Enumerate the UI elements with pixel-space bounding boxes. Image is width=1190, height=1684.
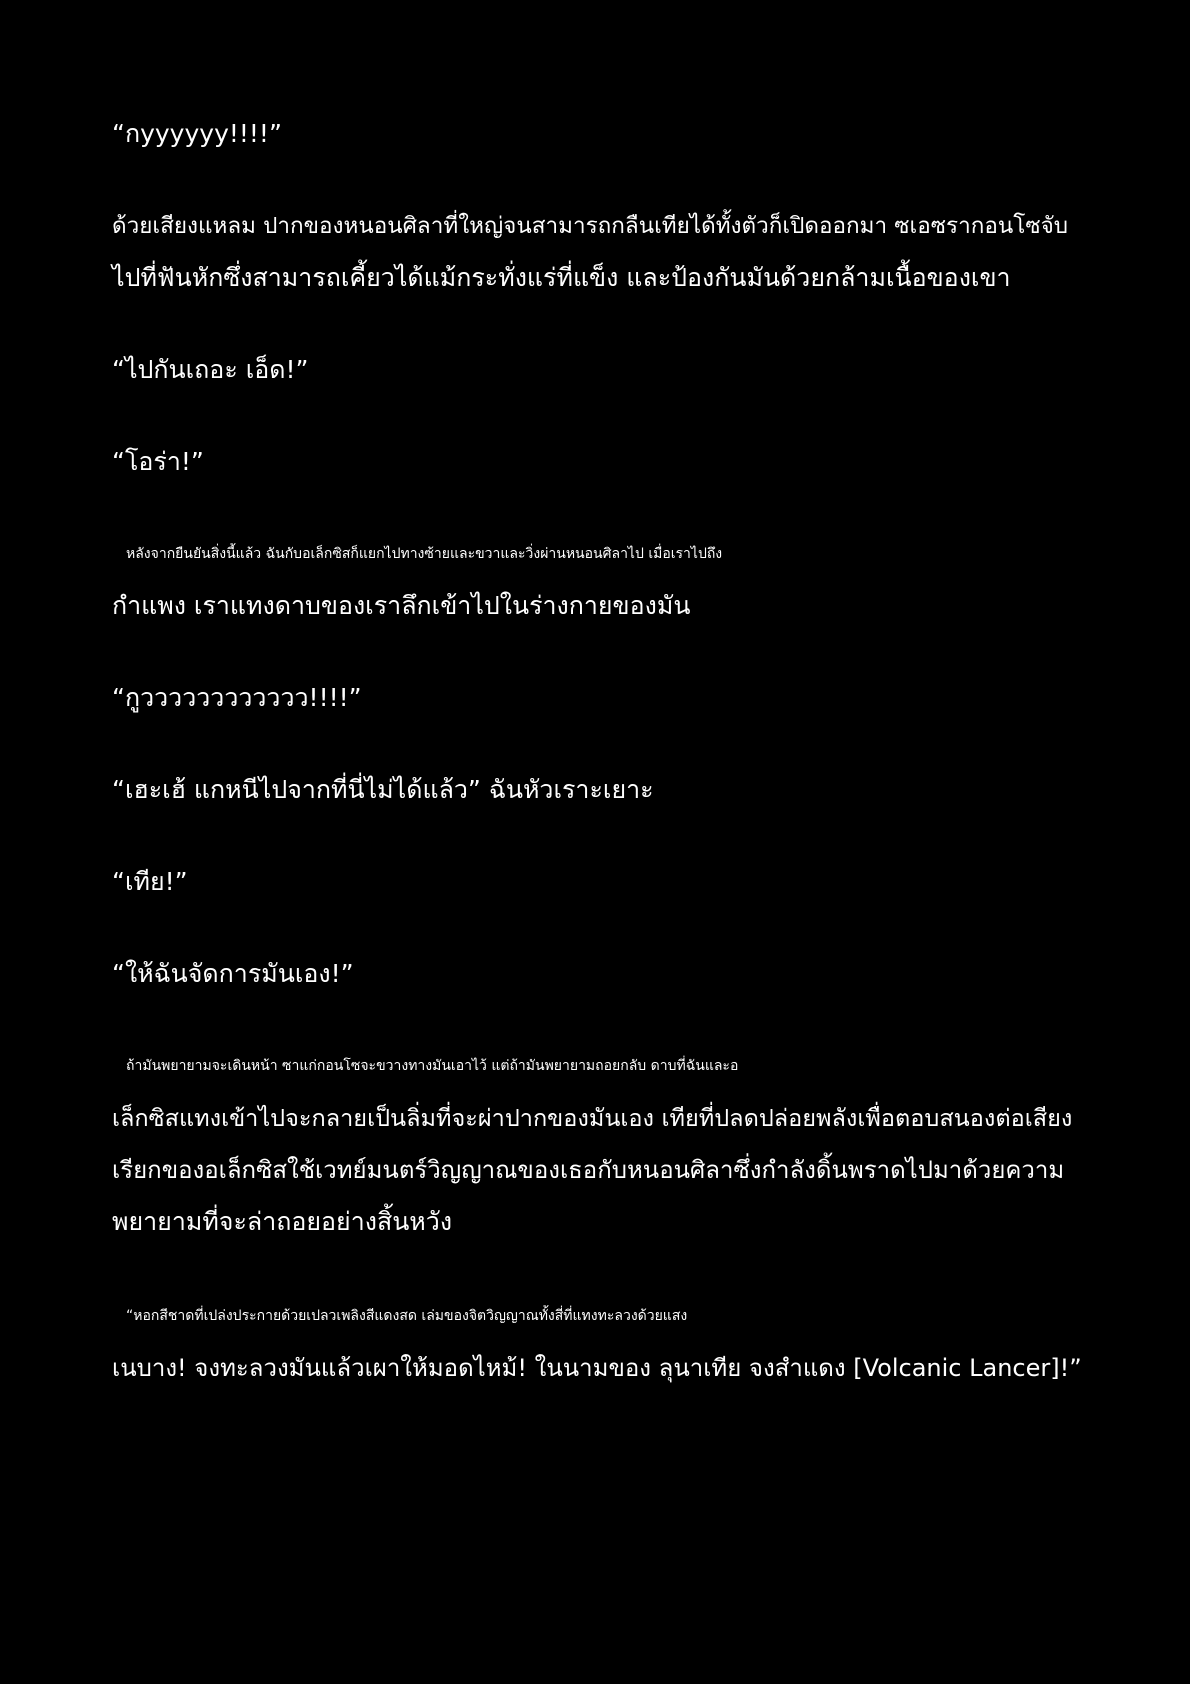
text-line: ถ้ามันพยายามจะเดินหน้า ซาแก่กอนโซจะขวางทางมันเอาไว้ แต่ถ้ามันพยายามถอยกลับ ดาบที่ฉันและอ: [126, 1058, 739, 1074]
narration-paragraph-3: [112, 1040, 1082, 1248]
dialogue-lets-go: [112, 344, 1082, 396]
text-line: “ให้ฉันจัดการมันเอง!”: [112, 959, 354, 988]
text-line: ไปที่ฟันหักซึ่งสามารถเคี้ยวได้แม้กระทั่งแร่ที่แข็ง และป้องกันมันด้วยกล้ามเนื้อของเขา: [112, 263, 1011, 292]
text-line: “เฮะเฮ้ แกหนีไปจากที่นี่ไม่ได้แล้ว” ฉันหัวเราะเยาะ: [112, 775, 654, 804]
text-line: “หอกสีชาดที่เปล่งประกายด้วยเปลวเพลิงสีแดงสด เล่มของจิตวิญญาณทั้งสี่ที่แทงทะลวงด้วยแสง: [126, 1308, 688, 1324]
narration-paragraph-2: [112, 528, 1082, 632]
text-line: “โอร่า!”: [112, 447, 204, 476]
dialogue-scream-1: [112, 108, 1082, 160]
dialogue-scream-2: [112, 672, 1082, 724]
dialogue-ora: [112, 436, 1082, 488]
text-line: ด้วยเสียงแหลม ปากของหนอนศิลาที่ใหญ่จนสามารถกลืนเทียได้ทั้งตัวก็เปิดออกมา ซเอซรากอนโซจับ: [112, 213, 1069, 239]
text-line: พยายามที่จะล่าถอยอย่างสิ้นหวัง: [112, 1207, 453, 1236]
text-line: เล็กซิสแทงเข้าไปจะกลายเป็นลิ่มที่จะผ่าปากของมันเอง เทียที่ปลดปล่อยพลังเพื่อตอบสนองต่อเสียง: [112, 1104, 1073, 1132]
dialogue-laugh: [112, 764, 1082, 816]
text-line: “ไปกันเถอะ เอ็ด!”: [112, 355, 309, 384]
dialogue-incantation: [112, 1290, 1082, 1394]
text-line: เรียกของอเล็กซิสใช้เวทย์มนตร์วิญญาณของเธอกับหนอนศิลาซึ่งกำลังดิ้นพราดไปมาด้วยความ: [112, 1156, 1065, 1184]
text-line: “กูวววววววววววว!!!!”: [112, 683, 362, 712]
dialogue-tia: [112, 856, 1082, 908]
narration-paragraph-1: [112, 200, 1082, 304]
dialogue-leave-it: [112, 948, 1082, 1000]
text-line: “กyyyyyy!!!!”: [112, 119, 282, 148]
text-line: “เทีย!”: [112, 867, 188, 896]
text-line: เนบาง! จงทะลวงมันแล้วเผาให้มอดไหม้! ในนามของ ลุนาเทีย จงสำแดง [Volcanic Lancer]!”: [112, 1354, 1082, 1382]
text-line: หลังจากยืนยันสิ่งนี้แล้ว ฉันกับอเล็กซิสก็แยกไปทางซ้ายและขวาและวิ่งผ่านหนอนศิลาไป เมื่อเราไปถึง: [126, 546, 723, 562]
text-line: กำแพง เราแทงดาบของเราลึกเข้าไปในร่างกายของมัน: [112, 591, 691, 620]
